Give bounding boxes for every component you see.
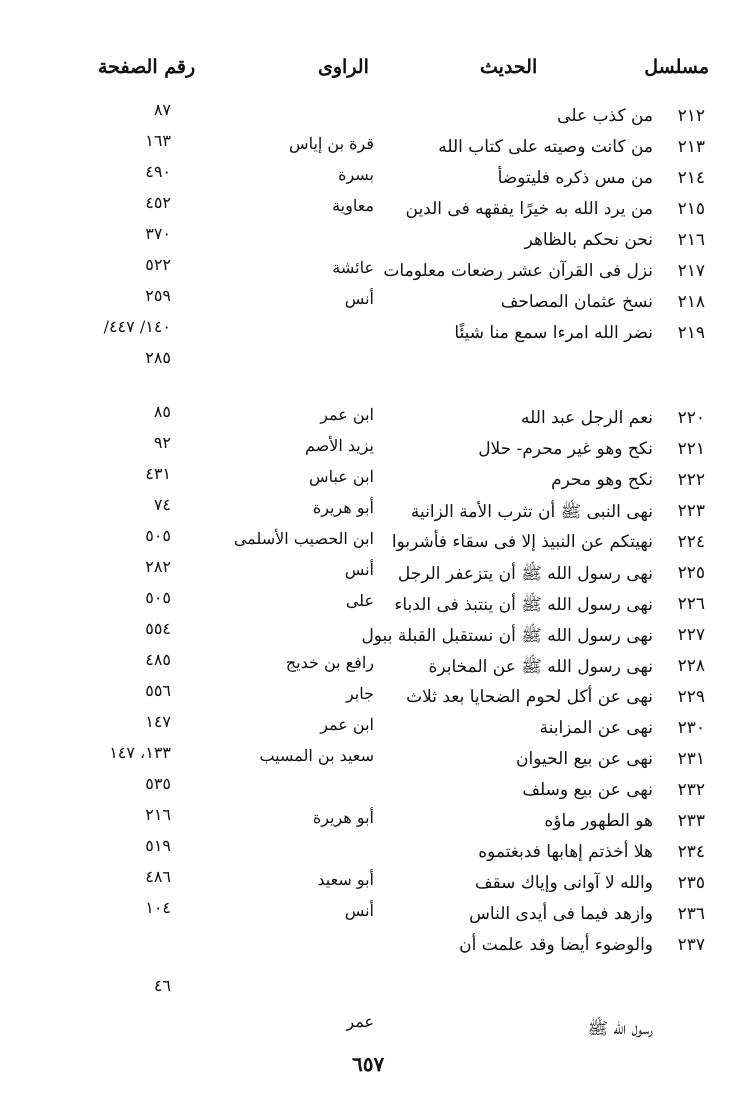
narrator-name: جابر — [345, 684, 374, 703]
serial-number: ٢٣٦ — [677, 904, 705, 924]
serial-number: ٢١٧ — [677, 261, 705, 281]
page-ref: ٢٨٢ — [145, 557, 171, 576]
narrator-name: ابن عمر — [320, 405, 374, 424]
narrator-name: أنس — [344, 289, 374, 308]
hadith-text: نهى رسول الله ﷺ عن المخابرة — [428, 657, 653, 677]
continuation-narrator: عمر — [346, 1012, 374, 1031]
serial-number: ٢١٣ — [677, 137, 705, 157]
page-ref: ٨٧ — [153, 100, 171, 119]
hadith-text: نهى رسول الله ﷺ أن يتزعفر الرجل — [397, 564, 653, 584]
table-row — [0, 433, 749, 464]
serial-number: ٢١٤ — [677, 168, 705, 188]
hadith-text: نحن نحكم بالظاهر — [524, 230, 653, 250]
serial-number: ٢٣٧ — [677, 935, 705, 955]
narrator-name: بسرة — [338, 165, 374, 184]
header-page-number: رقم الصفحة — [98, 56, 196, 78]
table-row — [0, 774, 749, 805]
page-ref: ٥٥٦ — [145, 681, 171, 700]
continuation-text: رسول الله ﷺ — [587, 1019, 653, 1039]
serial-number: ٢٢٩ — [677, 687, 705, 707]
header-narrator: الراوى — [318, 56, 369, 78]
hadith-text: من كذب على — [557, 106, 653, 126]
narrator-name: أبو هريرة — [312, 498, 374, 517]
narrator-name: سعيد بن المسيب — [259, 746, 374, 765]
serial-number: ٢٣١ — [677, 749, 705, 769]
serial-number: ٢٣٥ — [677, 873, 705, 893]
serial-number: ٢١٢ — [677, 106, 705, 126]
narrator-name: أنس — [344, 901, 374, 920]
page-ref: ١٦٣ — [145, 131, 171, 150]
serial-number: ٢١٦ — [677, 230, 705, 250]
folio-number: ٦٥٧ — [352, 1052, 385, 1076]
page-ref: ٧٤ — [153, 495, 171, 514]
header-hadith: الحديث — [480, 56, 538, 78]
page-ref: ٥٠٥ — [145, 526, 171, 545]
hadith-text: من مس ذكره فليتوضأ — [497, 168, 653, 188]
serial-number: ٢١٩ — [677, 323, 705, 343]
narrator-name: على — [345, 591, 374, 610]
hadith-text: نكح وهو غير محرم- حلال — [478, 439, 653, 459]
narrator-name: قرة بن إياس — [289, 134, 374, 153]
serial-number: ٢٣٢ — [677, 780, 705, 800]
page-ref: ١٣٣، ١٤٧ — [109, 743, 171, 762]
hadith-text: نكح وهو محرم — [551, 470, 653, 490]
table-row — [0, 619, 749, 650]
table-row — [0, 867, 749, 898]
serial-number: ٢١٨ — [677, 292, 705, 312]
page-ref: ٥١٩ — [145, 836, 171, 855]
table-row — [0, 100, 749, 131]
hadith-text: نهى رسول الله ﷺ أن نستقبل القبلة ببول — [361, 626, 653, 646]
serial-number: ٢٣٤ — [677, 842, 705, 862]
table-row — [0, 286, 749, 317]
hadith-text: نهى عن أكل لحوم الضحايا بعد ثلاث — [406, 687, 653, 707]
table-row — [0, 255, 749, 286]
narrator-name: رافع بن خديج — [285, 653, 374, 672]
page-ref: ١٤٧ — [145, 712, 171, 731]
narrator-name: معاوية — [332, 196, 374, 215]
hadith-text: هلا أخذتم إهابها فدبغتموه — [478, 842, 653, 862]
table-row — [0, 712, 749, 743]
hadith-text: نعم الرجل عبد الله — [521, 408, 653, 428]
serial-number: ٢٢٢ — [677, 470, 705, 490]
page-ref: ٤٣١ — [145, 464, 171, 483]
table-row — [0, 131, 749, 162]
serial-number: ٢١٥ — [677, 199, 705, 219]
hadith-text: نهى عن المزابنة — [539, 718, 653, 738]
table-row — [0, 743, 749, 774]
hadith-text: نهى عن بيع الحيوان — [516, 749, 653, 769]
page-ref: ٣٧٠ — [145, 224, 171, 243]
page-ref: ٨٥ — [153, 402, 171, 421]
narrator-name: أبو هريرة — [312, 808, 374, 827]
page-ref: ٥٣٥ — [145, 774, 171, 793]
serial-number: ٢٢٤ — [677, 532, 705, 552]
page-ref: ٤٨٥ — [145, 650, 171, 669]
table-row — [0, 464, 749, 495]
narrator-name: أنس — [344, 560, 374, 579]
hadith-text: نضر الله امرءا سمع منا شيئًا — [454, 323, 653, 343]
hadith-text: نهى رسول الله ﷺ أن ينتبذ فى الدباء — [394, 595, 653, 615]
page-ref: ٢٥٩ — [145, 286, 171, 305]
hadith-text: والله لا آوانى وإياك سقف — [474, 873, 653, 893]
serial-number: ٢٢١ — [677, 439, 705, 459]
hadith-text: نزل فى القرآن عشر رضعات معلومات — [383, 261, 653, 281]
narrator-name: أبو سعيد — [317, 870, 374, 889]
table-row — [0, 162, 749, 193]
table-row — [0, 557, 749, 588]
hadith-text: من يرد الله به خيرًا يفقهه فى الدين — [405, 199, 653, 219]
narrator-name: ابن الحصيب الأسلمى — [233, 529, 374, 548]
page-ref: ١٤٠/ ٤٤٧/ — [103, 317, 171, 336]
serial-number: ٢٢٦ — [677, 594, 705, 614]
table-row — [0, 526, 749, 557]
page-ref: ٩٢ — [153, 433, 171, 452]
serial-number: ٢٣٣ — [677, 811, 705, 831]
table-row — [0, 836, 749, 867]
table-row — [0, 402, 749, 433]
table-row — [0, 193, 749, 224]
serial-number: ٢٢٧ — [677, 625, 705, 645]
page-ref: ١٠٤ — [145, 898, 171, 917]
table-row — [0, 588, 749, 619]
page-ref: ٢٨٥ — [145, 348, 171, 367]
page-ref: ٤٨٦ — [145, 867, 171, 886]
hadith-text: والوضوء أيضا وقد علمت أن — [459, 935, 653, 955]
page-ref: ٥٢٢ — [145, 255, 171, 274]
narrator-name: يزيد الأصم — [304, 436, 374, 455]
serial-number: ٢٣٠ — [677, 718, 705, 738]
hadith-text: نهى النبى ﷺ أن تثرب الأمة الزانية — [410, 502, 653, 522]
narrator-name: ابن عباس — [309, 467, 374, 486]
hadith-text: هو الطهور ماؤه — [544, 811, 653, 831]
serial-number: ٢٢٠ — [677, 408, 705, 428]
table-row — [0, 495, 749, 526]
table-row — [0, 681, 749, 712]
table-row — [0, 650, 749, 681]
table-row — [0, 898, 749, 929]
hadith-text: من كانت وصيته على كتاب الله — [438, 137, 653, 157]
table-row — [0, 224, 749, 255]
serial-number: ٢٢٨ — [677, 656, 705, 676]
hadith-text: نهى عن بيع وسلف — [522, 780, 653, 800]
hadith-text: نسخ عثمان المصاحف — [500, 292, 653, 312]
narrator-name: عائشة — [332, 258, 374, 277]
hadith-text: نهيتكم عن النبيذ إلا فى سقاء فأشربوا — [391, 532, 653, 552]
table-row — [0, 348, 749, 402]
page-ref: ٥٠٥ — [145, 588, 171, 607]
serial-number: ٢٢٣ — [677, 501, 705, 521]
page-ref: ٢١٦ — [145, 805, 171, 824]
page-ref: ٤٥٢ — [145, 193, 171, 212]
serial-number: ٢٢٥ — [677, 563, 705, 583]
table-row — [0, 929, 749, 960]
hadith-text: وازهد فيما فى أيدى الناس — [469, 904, 653, 924]
continuation-page: ٤٦ — [153, 976, 171, 995]
header-serial: مسلسل — [644, 56, 709, 78]
page-ref: ٤٩٠ — [145, 162, 171, 181]
table-row — [0, 317, 749, 348]
page-ref: ٥٥٤ — [145, 619, 171, 638]
hadith-index-table — [0, 100, 749, 960]
table-row — [0, 805, 749, 836]
narrator-name: ابن عمر — [320, 715, 374, 734]
